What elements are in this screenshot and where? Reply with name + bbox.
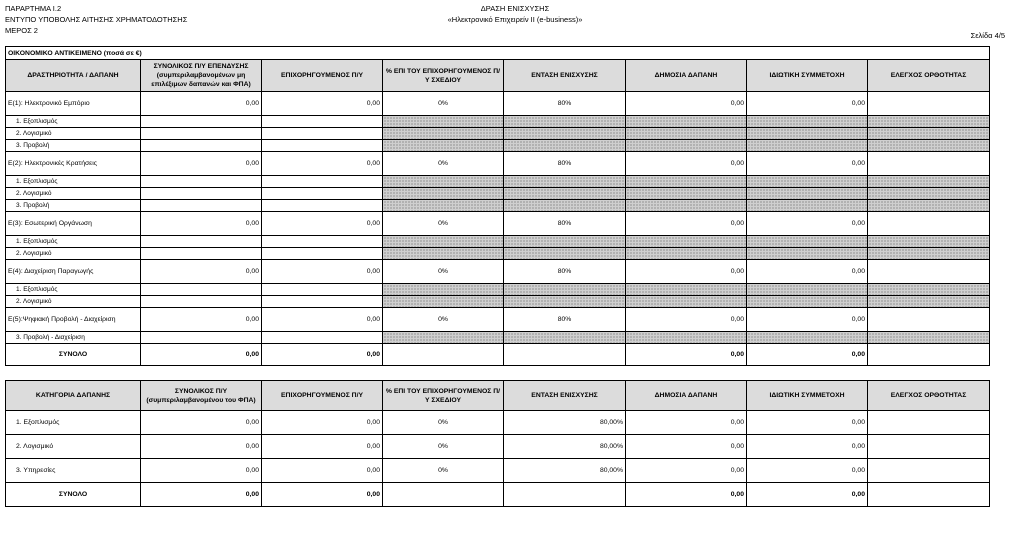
category-row xyxy=(6,411,990,435)
intensity-value: 80% xyxy=(504,92,626,116)
part-label: ΜΕΡΟΣ 2 xyxy=(5,26,38,35)
total-budget-value: 0,00 xyxy=(141,152,262,176)
column-header: % ΕΠΙ ΤΟΥ ΕΠΙΧΟΡΗΓΟΥΜΕΝΟΣ Π/Υ ΣΧΕΔΙΟΥ xyxy=(383,60,504,92)
public-expense-value: 0,00 xyxy=(626,92,747,116)
expense-item-row xyxy=(6,128,990,140)
subsidized-budget-input[interactable] xyxy=(262,200,383,212)
column-header: ΕΛΕΓΧΟΣ ΟΡΘΟΤΗΤΑΣ xyxy=(868,60,990,92)
shaded-cell xyxy=(504,332,626,344)
category-row xyxy=(6,435,990,459)
activity-row xyxy=(6,152,990,176)
total-row xyxy=(6,483,990,507)
total-budget-input[interactable] xyxy=(141,116,262,128)
public-expense-sum: 0,00 xyxy=(626,483,747,507)
percentage-value: 0% xyxy=(383,435,504,459)
activity-label: Ε(4): Διαχείριση Παραγωγής xyxy=(6,260,141,284)
shaded-cell xyxy=(383,140,504,152)
subsidized-budget-input[interactable] xyxy=(262,176,383,188)
shaded-cell xyxy=(626,200,747,212)
public-expense-value: 0,00 xyxy=(626,459,747,483)
shaded-cell xyxy=(868,332,990,344)
private-share-value: 0,00 xyxy=(747,308,868,332)
shaded-cell xyxy=(747,140,868,152)
expense-item-label: 2. Λογισμικό xyxy=(6,248,141,260)
column-header: ΚΑΤΗΓΟΡΙΑ ΔΑΠΑΝΗΣ xyxy=(6,381,141,411)
shaded-cell xyxy=(747,200,868,212)
total-budget-value: 0,00 xyxy=(141,411,262,435)
shaded-cell xyxy=(626,236,747,248)
annex-label: ΠΑΡΑΡΤΗΜΑ Ι.2 xyxy=(5,4,62,13)
shaded-cell xyxy=(747,332,868,344)
private-share-value: 0,00 xyxy=(747,435,868,459)
intensity-value: 80% xyxy=(504,212,626,236)
shaded-cell xyxy=(383,116,504,128)
shaded-cell xyxy=(868,140,990,152)
subsidized-budget-value: 0,00 xyxy=(262,212,383,236)
shaded-cell xyxy=(626,284,747,296)
subsidized-budget-value: 0,00 xyxy=(262,152,383,176)
column-header: ΔΗΜΟΣΙΑ ΔΑΠΑΝΗ xyxy=(626,381,747,411)
column-header: ΕΛΕΓΧΟΣ ΟΡΘΟΤΗΤΑΣ xyxy=(868,381,990,411)
shaded-cell xyxy=(383,200,504,212)
shaded-cell xyxy=(747,116,868,128)
shaded-cell xyxy=(868,236,990,248)
table-header-row xyxy=(6,381,990,411)
shaded-cell xyxy=(504,140,626,152)
intensity-value: 80% xyxy=(504,308,626,332)
expense-item-label: 3. Προβολή - Διαχείριση xyxy=(6,332,141,344)
subsidized-budget-value: 0,00 xyxy=(262,308,383,332)
intensity-value: 80,00% xyxy=(504,459,626,483)
subsidized-budget-input[interactable] xyxy=(262,236,383,248)
subsidized-budget-value: 0,00 xyxy=(262,459,383,483)
validation-cell xyxy=(868,212,990,236)
private-share-value: 0,00 xyxy=(747,260,868,284)
shaded-cell xyxy=(383,248,504,260)
public-expense-value: 0,00 xyxy=(626,260,747,284)
expense-item-label: 1. Εξοπλισμός xyxy=(6,116,141,128)
activity-row xyxy=(6,260,990,284)
total-budget-value: 0,00 xyxy=(141,459,262,483)
shaded-cell xyxy=(383,128,504,140)
shaded-cell xyxy=(383,188,504,200)
expense-item-row xyxy=(6,284,990,296)
expense-item-row xyxy=(6,332,990,344)
shaded-cell xyxy=(747,128,868,140)
subsidized-budget-input[interactable] xyxy=(262,140,383,152)
activity-row xyxy=(6,92,990,116)
total-budget-input[interactable] xyxy=(141,236,262,248)
page-number: Σελίδα 4/5 xyxy=(970,31,1005,40)
validation-cell xyxy=(868,344,990,366)
expense-item-label: 1. Εξοπλισμός xyxy=(6,236,141,248)
subsidized-budget-input[interactable] xyxy=(262,284,383,296)
subsidized-budget-input[interactable] xyxy=(262,188,383,200)
public-expense-value: 0,00 xyxy=(626,308,747,332)
column-header: % ΕΠΙ ΤΟΥ ΕΠΙΧΟΡΗΓΟΥΜΕΝΟΣ Π/Υ ΣΧΕΔΙΟΥ xyxy=(383,381,504,411)
shaded-cell xyxy=(626,248,747,260)
shaded-cell xyxy=(626,116,747,128)
empty-cell xyxy=(383,344,504,366)
total-label: ΣΥΝΟΛΟ xyxy=(6,483,141,507)
intensity-value: 80% xyxy=(504,152,626,176)
document-header-center xyxy=(380,3,650,25)
shaded-cell xyxy=(504,200,626,212)
validation-cell xyxy=(868,459,990,483)
private-share-value: 0,00 xyxy=(747,92,868,116)
public-expense-value: 0,00 xyxy=(626,435,747,459)
total-budget-value: 0,00 xyxy=(141,212,262,236)
total-budget-input[interactable] xyxy=(141,248,262,260)
activity-label: Ε(1): Ηλεκτρονικό Εμπόριο xyxy=(6,92,141,116)
shaded-cell xyxy=(383,296,504,308)
subsidized-budget-input[interactable] xyxy=(262,128,383,140)
shaded-cell xyxy=(626,128,747,140)
expense-item-row xyxy=(6,188,990,200)
shaded-cell xyxy=(626,332,747,344)
subsidized-budget-value: 0,00 xyxy=(262,411,383,435)
validation-cell xyxy=(868,152,990,176)
shaded-cell xyxy=(868,284,990,296)
activity-label: Ε(2): Ηλεκτρονικές Κρατήσεις xyxy=(6,152,141,176)
shaded-cell xyxy=(747,248,868,260)
column-header: ΔΗΜΟΣΙΑ ΔΑΠΑΝΗ xyxy=(626,60,747,92)
table-title-row xyxy=(6,47,990,60)
validation-cell xyxy=(868,411,990,435)
public-expense-value: 0,00 xyxy=(626,212,747,236)
expense-item-label: 3. Προβολή xyxy=(6,200,141,212)
percentage-value: 0% xyxy=(383,152,504,176)
activity-row xyxy=(6,308,990,332)
expense-item-label: 2. Λογισμικό xyxy=(6,188,141,200)
budget-activity-table xyxy=(5,46,990,366)
expense-item-row xyxy=(6,248,990,260)
subsidized-budget-value: 0,00 xyxy=(262,260,383,284)
column-header: ΕΠΙΧΟΡΗΓΟΥΜΕΝΟΣ Π/Υ xyxy=(262,381,383,411)
validation-cell xyxy=(868,308,990,332)
private-share-value: 0,00 xyxy=(747,212,868,236)
shaded-cell xyxy=(626,176,747,188)
subsidized-budget-input[interactable] xyxy=(262,296,383,308)
intensity-value: 80,00% xyxy=(504,435,626,459)
percentage-value: 0% xyxy=(383,212,504,236)
expense-item-label: 2. Λογισμικό xyxy=(6,296,141,308)
shaded-cell xyxy=(747,188,868,200)
expense-item-row xyxy=(6,176,990,188)
total-budget-input[interactable] xyxy=(141,296,262,308)
form-title: ΕΝΤΥΠΟ ΥΠΟΒΟΛΗΣ ΑΙΤΗΣΗΣ ΧΡΗΜΑΤΟΔΟΤΗΣΗΣ xyxy=(5,15,188,24)
shaded-cell xyxy=(626,188,747,200)
shaded-cell xyxy=(504,236,626,248)
column-header: ΣΥΝΟΛΙΚΟΣ Π/Υ (συμπεριλαμβανομένου του ΦΠΑ) xyxy=(141,381,262,411)
empty-cell xyxy=(504,483,626,507)
subsidized-budget-value: 0,00 xyxy=(262,435,383,459)
shaded-cell xyxy=(868,200,990,212)
empty-cell xyxy=(383,483,504,507)
shaded-cell xyxy=(747,236,868,248)
private-share-sum: 0,00 xyxy=(747,344,868,366)
budget-category-table xyxy=(5,380,990,507)
total-budget-input[interactable] xyxy=(141,284,262,296)
column-header: ΙΔΙΩΤΙΚΗ ΣΥΜΜΕΤΟΧΗ xyxy=(747,381,868,411)
expense-item-row xyxy=(6,116,990,128)
shaded-cell xyxy=(383,176,504,188)
subsidized-budget-sum: 0,00 xyxy=(262,344,383,366)
column-header: ΙΔΙΩΤΙΚΗ ΣΥΜΜΕΤΟΧΗ xyxy=(747,60,868,92)
percentage-value: 0% xyxy=(383,92,504,116)
private-share-sum: 0,00 xyxy=(747,483,868,507)
category-label: 3. Υπηρεσίες xyxy=(6,459,141,483)
shaded-cell xyxy=(747,284,868,296)
intensity-value: 80,00% xyxy=(504,411,626,435)
expense-item-row xyxy=(6,200,990,212)
shaded-cell xyxy=(383,284,504,296)
column-header: ΣΥΝΟΛΙΚΟΣ Π/Υ ΕΠΕΝΔΥΣΗΣ (συμπεριλαμβανομένων μη επιλέξιμων δαπανών και ΦΠΑ) xyxy=(141,60,262,92)
shaded-cell xyxy=(383,332,504,344)
shaded-cell xyxy=(868,296,990,308)
subsidized-budget-sum: 0,00 xyxy=(262,483,383,507)
shaded-cell xyxy=(868,188,990,200)
shaded-cell xyxy=(868,248,990,260)
activity-row xyxy=(6,212,990,236)
shaded-cell xyxy=(504,284,626,296)
validation-cell xyxy=(868,92,990,116)
private-share-value: 0,00 xyxy=(747,411,868,435)
total-budget-value: 0,00 xyxy=(141,435,262,459)
total-budget-sum: 0,00 xyxy=(141,483,262,507)
activity-label: Ε(5):Ψηφιακή Προβολή - Διαχείριση xyxy=(6,308,141,332)
shaded-cell xyxy=(504,176,626,188)
subsidized-budget-input[interactable] xyxy=(262,248,383,260)
validation-cell xyxy=(868,435,990,459)
expense-item-row xyxy=(6,140,990,152)
subsidized-budget-input[interactable] xyxy=(262,332,383,344)
empty-cell xyxy=(504,344,626,366)
shaded-cell xyxy=(504,128,626,140)
percentage-value: 0% xyxy=(383,308,504,332)
total-row xyxy=(6,344,990,366)
action-label: ΔΡΑΣΗ ΕΝΙΣΧΥΣΗΣ xyxy=(480,4,550,13)
total-budget-sum: 0,00 xyxy=(141,344,262,366)
total-budget-value: 0,00 xyxy=(141,92,262,116)
private-share-value: 0,00 xyxy=(747,459,868,483)
document-header-left xyxy=(5,3,187,36)
shaded-cell xyxy=(383,236,504,248)
shaded-cell xyxy=(747,296,868,308)
validation-cell xyxy=(868,483,990,507)
total-budget-input[interactable] xyxy=(141,140,262,152)
subsidized-budget-input[interactable] xyxy=(262,116,383,128)
expense-item-row xyxy=(6,296,990,308)
column-header: ΔΡΑΣΤΗΡΙΟΤΗΤΑ / ΔΑΠΑΝΗ xyxy=(6,60,141,92)
intensity-value: 80% xyxy=(504,260,626,284)
percentage-value: 0% xyxy=(383,411,504,435)
total-budget-input[interactable] xyxy=(141,128,262,140)
activity-label: Ε(3): Εσωτερική Οργάνωση xyxy=(6,212,141,236)
public-expense-value: 0,00 xyxy=(626,152,747,176)
action-name: «Ηλεκτρονικό Επιχειρείν ΙΙ (e-business)» xyxy=(447,15,583,24)
private-share-value: 0,00 xyxy=(747,152,868,176)
shaded-cell xyxy=(504,188,626,200)
total-budget-input[interactable] xyxy=(141,176,262,188)
expense-item-label: 3. Προβολή xyxy=(6,140,141,152)
shaded-cell xyxy=(504,248,626,260)
shaded-cell xyxy=(868,128,990,140)
category-label: 2. Λογισμικό xyxy=(6,435,141,459)
public-expense-sum: 0,00 xyxy=(626,344,747,366)
expense-item-label: 1. Εξοπλισμός xyxy=(6,176,141,188)
subsidized-budget-value: 0,00 xyxy=(262,92,383,116)
shaded-cell xyxy=(868,116,990,128)
table-header-row xyxy=(6,60,990,92)
total-budget-input[interactable] xyxy=(141,332,262,344)
category-row xyxy=(6,459,990,483)
total-budget-input[interactable] xyxy=(141,188,262,200)
shaded-cell xyxy=(868,176,990,188)
column-header: ΕΠΙΧΟΡΗΓΟΥΜΕΝΟΣ Π/Υ xyxy=(262,60,383,92)
shaded-cell xyxy=(626,296,747,308)
column-header: ΕΝΤΑΣΗ ΕΝΙΣΧΥΣΗΣ xyxy=(504,381,626,411)
expense-item-label: 2. Λογισμικό xyxy=(6,128,141,140)
total-budget-input[interactable] xyxy=(141,200,262,212)
shaded-cell xyxy=(504,296,626,308)
shaded-cell xyxy=(504,116,626,128)
percentage-value: 0% xyxy=(383,260,504,284)
total-budget-value: 0,00 xyxy=(141,260,262,284)
table-title: ΟΙΚΟΝΟΜΙΚΟ ΑΝΤΙΚΕΙΜΕΝΟ (ποσά σε €) xyxy=(6,47,990,60)
expense-item-row xyxy=(6,236,990,248)
shaded-cell xyxy=(747,176,868,188)
total-budget-value: 0,00 xyxy=(141,308,262,332)
percentage-value: 0% xyxy=(383,459,504,483)
expense-item-label: 1. Εξοπλισμός xyxy=(6,284,141,296)
total-label: ΣΥΝΟΛΟ xyxy=(6,344,141,366)
validation-cell xyxy=(868,260,990,284)
shaded-cell xyxy=(626,140,747,152)
category-label: 1. Εξοπλισμός xyxy=(6,411,141,435)
public-expense-value: 0,00 xyxy=(626,411,747,435)
column-header: ΕΝΤΑΣΗ ΕΝΙΣΧΥΣΗΣ xyxy=(504,60,626,92)
